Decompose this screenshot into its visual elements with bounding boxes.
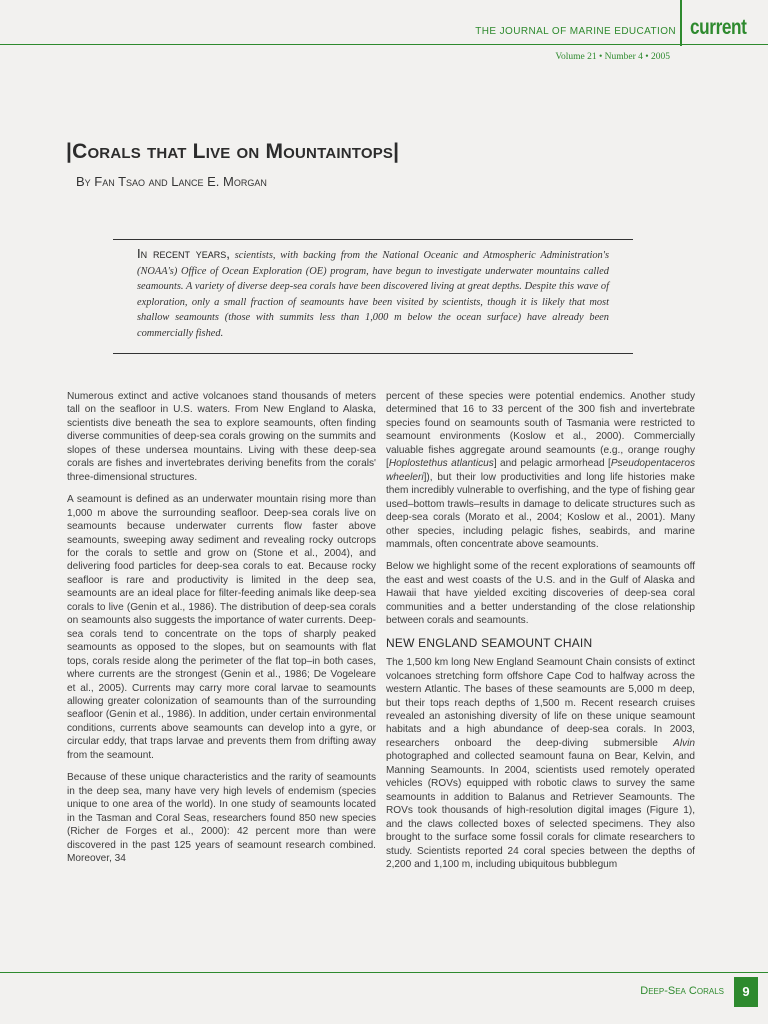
- text-run: The 1,500 km long New England Seamount Chain consists of extinct volcanoes stretching form offshore Cape Cod to halfway across the western Atlantic. The bases of these seamounts are 5,000 m deep, but their tops reach depths of 1,500 m. Recent research cruises revealed an astonishing diversity of life on these unique seamount habitats and a high abundance of deep-sea corals. In 2003, researchers onboard the deep-diving submersible: [386, 657, 695, 749]
- text-run: ]), but their low productivities and long life histories make them incredibly vulnerable to overfishing, and the type of fishing gear used–bottom trawls–results in damage to delicate structures such as deep-sea corals (Morato et al., 2004; Koslow et al., 2001). Many other species, including pelagic fishes, seabirds, and marine mammals, often concentrate above seamounts.: [386, 471, 695, 550]
- species-name: Pseudopentaceros wheeleri: [386, 458, 695, 483]
- abstract-top-rule: [113, 239, 633, 240]
- abstract-text: scientists, with backing from the National Oceanic and Atmospheric Administration's (NOAA's) Office of Ocean Exploration (OE) program, have begun to investigate underwater mountains called seamounts. A variety of diverse deep-sea corals have been discovered living at great depths. Despite this wave of exploration, only a small fraction of seamounts have been visited by scientists, though it is likely that most shallow seamounts (those with summits less than 1,000 m below the ocean surface) have already been commercially fished.: [137, 250, 609, 339]
- paragraph: [386, 656, 695, 871]
- footer-section-name: Deep-Sea Corals: [640, 985, 724, 997]
- article-byline: By Fan Tsao and Lance E. Morgan: [76, 174, 267, 189]
- abstract-lead: In recent years,: [137, 246, 230, 261]
- page-number: 9: [734, 977, 758, 1007]
- text-run: ] and pelagic armorhead [: [493, 458, 611, 470]
- body-column-right: [386, 390, 695, 880]
- volume-info: Volume 21 • Number 4 • 2005: [555, 52, 670, 62]
- paragraph: Below we highlight some of the recent explorations of seamounts off the east and west coasts of the U.S. and in the Gulf of Alaska and Hawaii that have yielded exciting discoveries of deep-sea coral communities and a better understanding of the close relationship between corals and seamounts.: [386, 561, 695, 627]
- article-title: |Corals that Live on Mountaintops|: [66, 140, 400, 163]
- header-rule: [0, 44, 768, 45]
- paragraph: A seamount is defined as an underwater mountain rising more than 1,000 m above the surrounding seafloor. Deep-sea corals live on seamounts because underwater currents flow faster above seamounts, sweeping away sediment and revealing rocky outcrops for the corals to settle and grow on (Stone et al., 2004), and delivering food particles for deep-sea corals to eat. Because rocky seafloor is rare and productivity is limited in the deep sea, seamounts are an ideal place for filter-feeding animals like deep-sea corals to live (Genin et al., 1986). The distribution of deep-sea corals on seamounts also suggests the importance of water currents. Deep-sea corals tend to concentrate on the tops of sharply peaked seamounts as opposed to the slopes, but on seamounts with flat tops, corals reside along the perimeter of the flat top–in both cases, where currents are the strongest (Genin et al., 1986; De Vogeleare et al., 2005). Currents may carry more coral larvae to seamounts allowing greater colonization of seamounts than of the surrounding seafloor (Genin et al., 1986). In addition, under certain environmental conditions, currents above seamounts can develop into a gyre, or circular eddy, that traps larvae and prevents them from drifting away from the seamount.: [67, 494, 376, 761]
- article-abstract: [137, 246, 609, 342]
- vessel-name: Alvin: [673, 737, 695, 749]
- text-run: percent of these species were potential endemics. Another study determined that 16 to 33 percent of the 300 fish and invertebrate species found on seamounts south of Tasmania were restricted to seamount environments (Koslow et al., 2000). Commercially valuable fishes aggregate around seamounts (e.g., orange roughy [: [386, 391, 695, 470]
- paragraph: Because of these unique characteristics and the rarity of seamounts in the deep sea, many have very high levels of endemism (species unique to one area of the world). In one study of seamounts located in the Tasman and Coral Seas, researchers found 850 new species (Richer de Forges et al., 2000): 42 percent more than were discovered in the past 125 years of seamount research combined. Moreover, 34: [67, 772, 376, 864]
- journal-name: THE JOURNAL OF MARINE EDUCATION: [475, 26, 676, 37]
- paragraph: Numerous extinct and active volcanoes stand thousands of meters tall on the seafloor in U.S. waters. From New England to Alaska, scientists dive beneath the sea to explore seamounts, often finding diverse communities of deep-sea corals growing on the summits and slopes of these undersea mountains. Living with these deep-sea corals are fishes and invertebrates deriving benefits from the corals' three-dimensional structures.: [67, 391, 376, 483]
- journal-logo: current: [690, 16, 747, 39]
- section-heading: NEW ENGLAND SEAMOUNT CHAIN: [386, 635, 593, 650]
- footer-rule: [0, 972, 768, 973]
- text-run: photographed and collected seamount fauna on Bear, Kelvin, and Manning Seamounts. In 2004, scientists used remotely operated vehicles (ROVs) equipped with robotic claws to survey the same seamounts in addition to Balanus and Retriever Seamounts. The ROVs took thousands of high-resolution digital images (Figure 1), and the claws collected boxes of selected specimens. They also brought to the surface some fossil corals for climate researchers to study. Scientists reported 24 coral species between the depths of 2,200 and 1,100 m, including ubiquitous bubblegum: [386, 751, 695, 870]
- body-column-left: [67, 390, 376, 874]
- abstract-bottom-rule: [113, 353, 633, 354]
- species-name: Hoplostethus atlanticus: [388, 458, 494, 470]
- header-divider-vertical: [680, 0, 682, 46]
- paragraph: [386, 390, 695, 551]
